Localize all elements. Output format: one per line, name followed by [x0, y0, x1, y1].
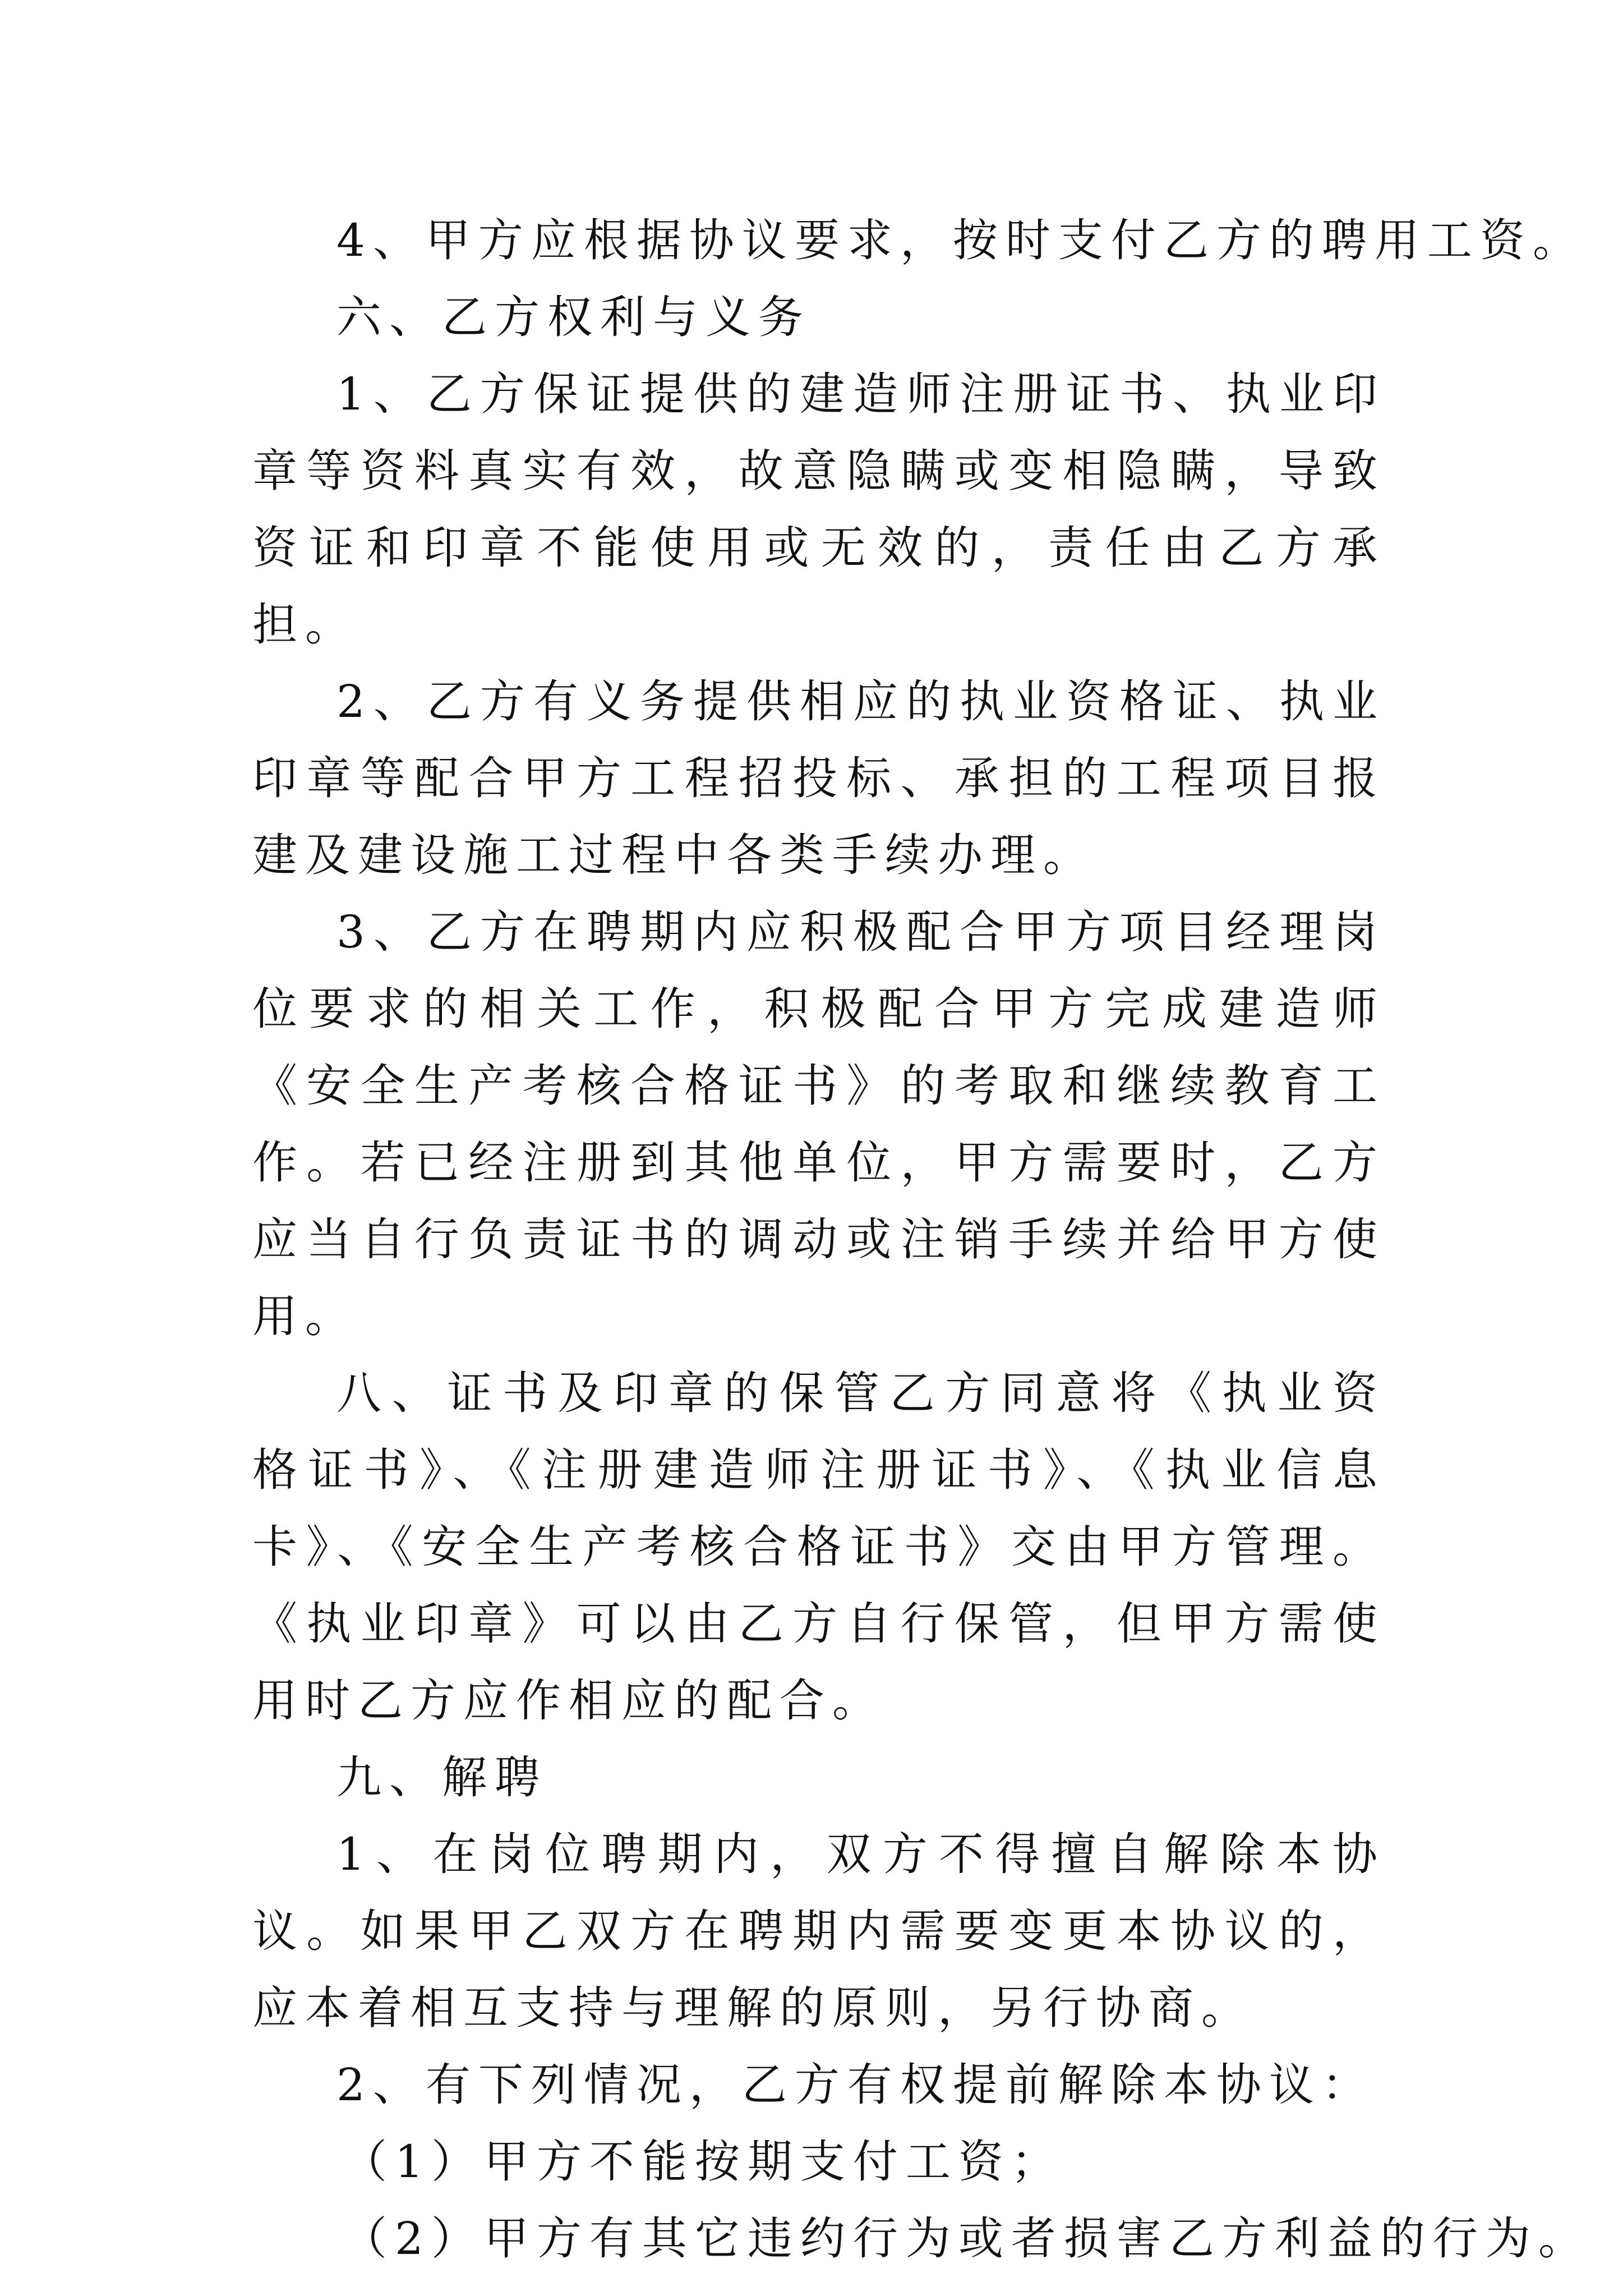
clause-9-1: 1、在岗位聘期内，双方不得擅自解除本协议。如果甲乙双方在聘期内需要变更本协议的，应本着相互支持与理解的原则，另行协商。	[252, 1828, 1385, 2034]
section-9-heading: 九、解聘	[336, 1751, 547, 1803]
clause-9-2-item-2: （2）甲方有其它违约行为或者损害乙方利益的行为。	[342, 2212, 1591, 2265]
clause-9-2: 2、有下列情况，乙方有权提前解除本协议：	[336, 2059, 1375, 2111]
section-6-heading: 六、乙方权利与义务	[336, 291, 811, 343]
document-body	[252, 202, 1591, 2277]
clause-6-1: 1、乙方保证提供的建造师注册证书、执业印章等资料真实有效，故意隐瞒或变相隐瞒，导致资证和印章不能使用或无效的，责任由乙方承担。	[252, 368, 1385, 651]
section-8-paragraph: 八、证书及印章的保管乙方同意将《执业资格证书》、《注册建造师注册证书》、《执业信息卡》、《安全生产考核合格证书》交由甲方管理。《执业印章》可以由乙方自行保管，但甲方需使用时乙方应作相应的配合。	[252, 1367, 1385, 1727]
clause-9-2-item-1: （1）甲方不能按期支付工资；	[342, 2136, 1064, 2188]
clause-6-2: 2、乙方有义务提供相应的执业资格证、执业印章等配合甲方工程招投标、承担的工程项目报建及建设施工过程中各类手续办理。	[252, 675, 1385, 881]
clause-6-3: 3、乙方在聘期内应积极配合甲方项目经理岗位要求的相关工作，积极配合甲方完成建造师《安全生产考核合格证书》的考取和继续教育工作。若已经注册到其他单位，甲方需要时，乙方应当自行负责证书的调动或注销手续并给甲方使用。	[252, 906, 1385, 1342]
clause-5-4: 4、甲方应根据协议要求，按时支付乙方的聘用工资。	[336, 214, 1585, 266]
